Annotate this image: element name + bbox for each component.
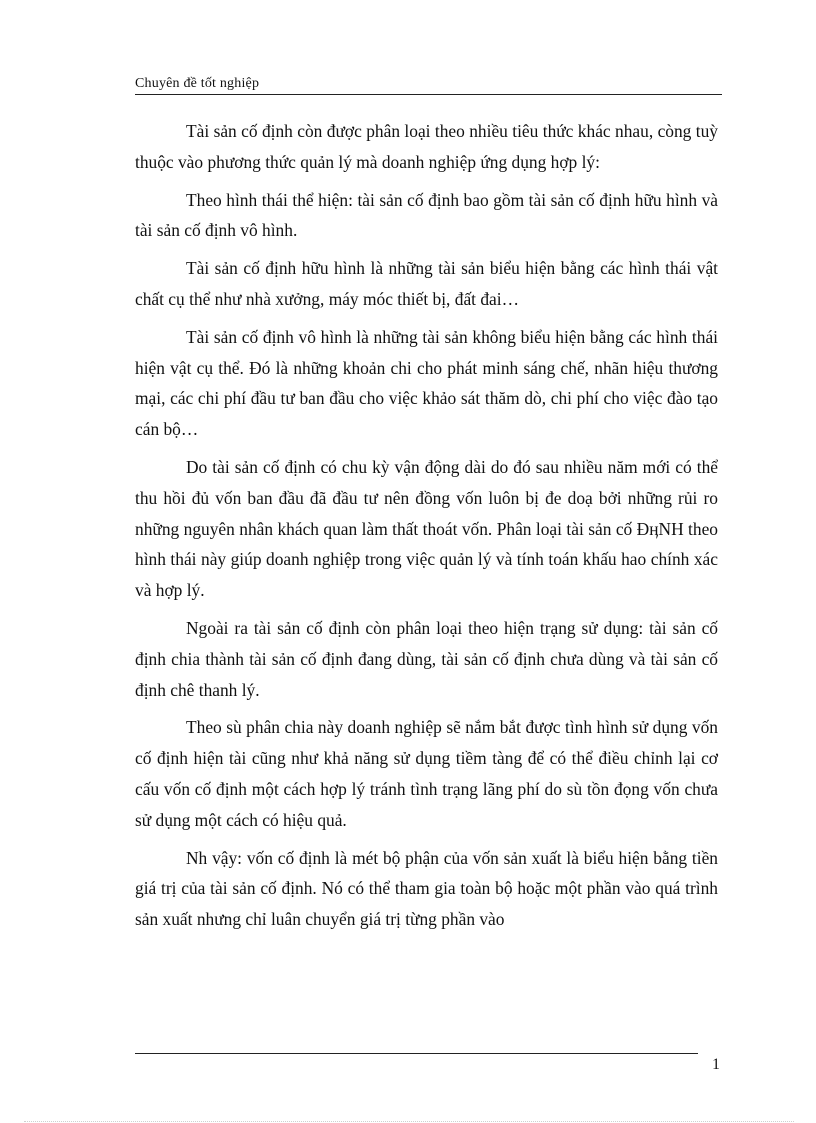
paragraph-1: Tài sản cố định còn được phân loại theo nhiều tiêu thức khác nhau, còng tuỳ thuộc vào phương thức quản lý mà doanh nghiệp ứng dụng hợp lý: xyxy=(135,121,718,172)
paragraph-8: Nh vậy: vốn cố định là mét bộ phận của vốn sản xuất là biểu hiện bằng tiền giá trị của tài sản cố định. Nó có thể tham gia toàn bộ hoặc một phần vào quá trình sản xuất nhưng chỉ luân chuyển giá trị từng phần vào xyxy=(135,847,718,930)
paragraph-6: Ngoài ra tài sản cố định còn phân loại theo hiện trạng sử dụng: tài sản cố định chia thành tài sản cố định đang dùng, tài sản cố định chưa dùng và tài sản cố định chê thanh lý. xyxy=(135,617,718,700)
paragraph-7: Theo sù phân chia này doanh nghiệp sẽ nắm bắt được tình hình sử dụng vốn cố định hiện tài cũng như khả năng sử dụng tiềm tàng để có thể điều chỉnh lại cơ cấu vốn cố định một cách hợp lý tránh tình trạng lãng phí do sù tồn đọng vốn chưa sử dụng một cách có hiệu quả. xyxy=(135,717,718,830)
paragraph-2: Theo hình thái thể hiện: tài sản cố định bao gồm tài sản cố định hữu hình và tài sản cố định vô hình. xyxy=(135,189,718,241)
paragraph-3: Tài sản cố định hữu hình là những tài sản biểu hiện bằng các hình thái vật chất cụ thể như nhà xưởng, máy móc thiết bị, đất đai… xyxy=(135,258,718,309)
footer-rule xyxy=(135,1053,698,1054)
paragraph-5: Do tài sản cố định có chu kỳ vận động dài do đó sau nhiều năm mới có thể thu hồi đủ vốn ban đầu đã đầu tư nên đồng vốn luôn bị đe doạ bởi những rủi ro những nguyên nhân khách quan làm thất thoát vốn. Phân loại tài sản cố ĐӊNH theo hình thái này giúp doanh nghiệp trong việc quản lý và tính toán khấu hao chính xác và hợp lý. xyxy=(135,456,718,601)
page-edge-divider xyxy=(24,1121,794,1122)
body-text xyxy=(135,116,718,942)
page-number: 1 xyxy=(712,1056,720,1073)
page-header xyxy=(135,74,722,95)
paragraph-4: Tài sản cố định vô hình là những tài sản không biểu hiện bằng các hình thái hiện vật cụ thể. Đó là những khoản chi cho phát minh sáng chế, nhãn hiệu thương mại, các chi phí đầu tư ban đầu cho việc khảo sát thăm dò, chi phí cho việc đào tạo cán bộ… xyxy=(135,326,718,440)
header-title: Chuyên đề tốt nghiệp xyxy=(135,76,260,91)
